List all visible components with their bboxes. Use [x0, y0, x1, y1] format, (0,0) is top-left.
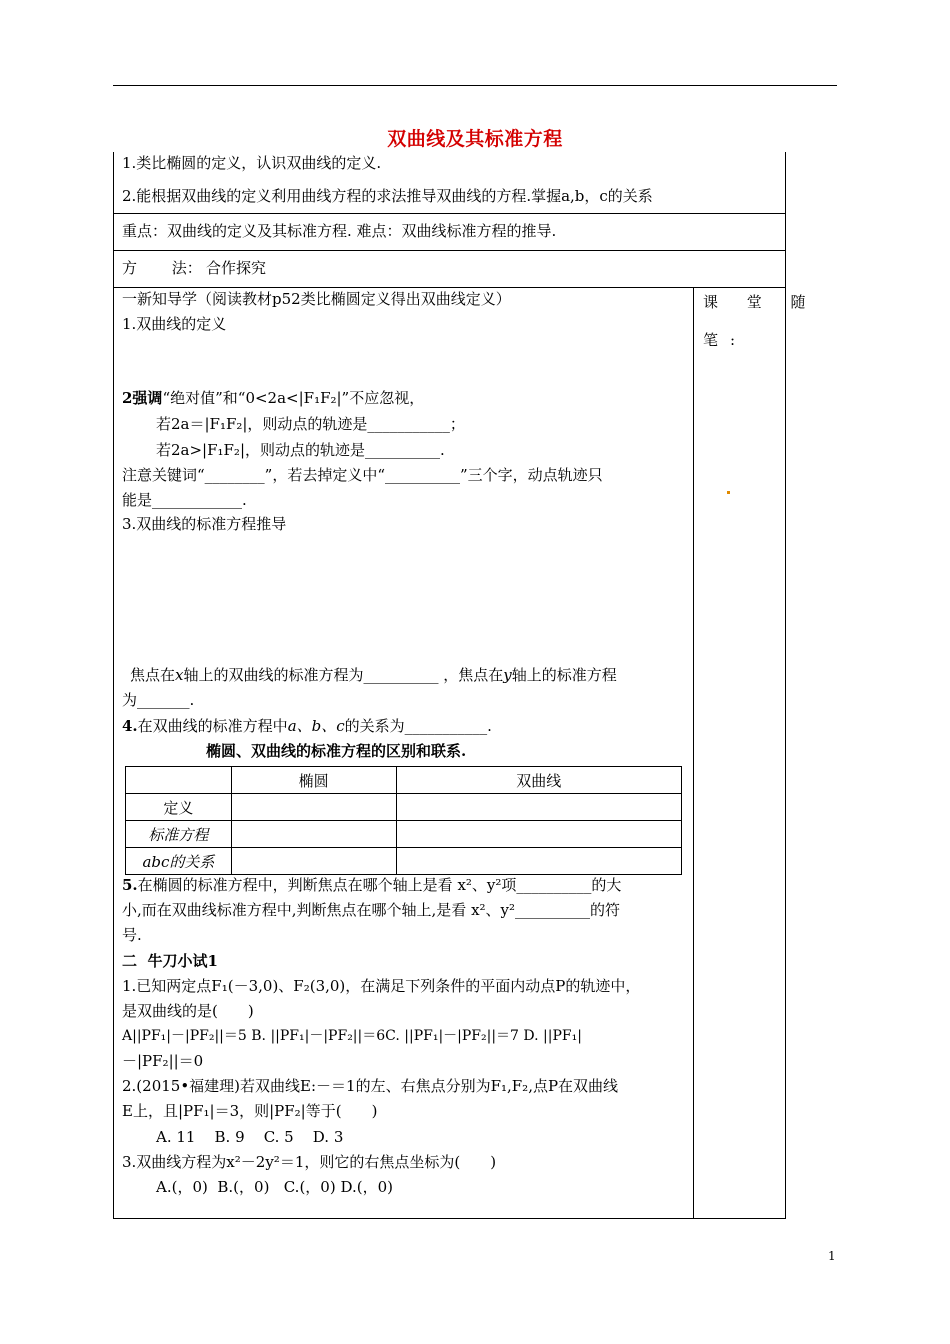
focus-line-1: 焦点在x轴上的双曲线的标准方程为__________ ，焦点在y轴上的标准方程: [130, 666, 617, 684]
question-2-line-1: 2.(2015•福建理)若双曲线E:－＝1的左、右焦点分别为F₁,F₂,点P在双曲线: [122, 1077, 619, 1095]
table-row-label: 标准方程: [126, 821, 232, 848]
item-1: 1.双曲线的定义: [122, 315, 227, 333]
table-row: [126, 821, 682, 848]
method-label: 方 法：: [122, 259, 202, 277]
question-1-options: A||PF₁|－|PF₂||＝5 B. ||PF₁|－|PF₂||＝6C. ||PF₁|－|PF₂||＝7 D. ||PF₁|: [122, 1028, 582, 1044]
table-row-label: 定义: [126, 794, 232, 821]
question-3-options: A.(，0) B.(，0) C.(，0) D.(，0): [156, 1178, 393, 1196]
compare-title: 椭圆、双曲线的标准方程的区别和联系.: [206, 742, 467, 760]
row-divider-1: [113, 213, 785, 214]
item-5-line-1: 5.在椭圆的标准方程中，判断焦点在哪个轴上是看 x²、y²项__________的大: [122, 876, 622, 894]
row-divider-3: [113, 287, 785, 288]
item-2: [122, 388, 424, 408]
item-5-line-2: 小,而在双曲线标准方程中,判断焦点在哪个轴上,是看 x²、y²__________的符: [122, 901, 621, 919]
page-title: 双曲线及其标准方程: [387, 128, 563, 150]
item-4: 4.在双曲线的标准方程中a、b、c的关系为___________.: [122, 717, 492, 735]
note-line-2: 能是____________.: [122, 491, 247, 509]
item-3: 3.双曲线的标准方程推导: [122, 515, 287, 533]
item-2-text: “绝对值”和“0<2a<|F₁F₂|”不应忽视，: [162, 389, 425, 407]
section2-heading: 二 牛刀小试1: [122, 952, 218, 970]
notes-label-1: 课 堂 随: [703, 293, 818, 311]
table-header-cell: [126, 767, 232, 794]
table-cell: [231, 821, 396, 848]
objective-1: 1.类比椭圆的定义，认识双曲线的定义.: [122, 154, 382, 172]
note-line-1: 注意关键词“________”，若去掉定义中“__________”三个字，动点轨迹只: [122, 466, 603, 484]
table-header-cell: 双曲线: [396, 767, 681, 794]
section1-heading: 一新知导学（阅读教材p52类比椭圆定义得出双曲线定义）: [122, 290, 511, 308]
table-row-label: abc的关系: [126, 848, 232, 875]
table-row: [126, 794, 682, 821]
table-cell: [231, 848, 396, 875]
header-rule: [113, 85, 837, 86]
mark-dot: [727, 491, 730, 494]
worksheet-frame: [113, 152, 818, 1219]
question-1-line-1: 1.已知两定点F₁(－3,0)、F₂(3,0)，在满足下列条件的平面内动点P的轨迹中，: [122, 977, 641, 995]
question-1-line-2: 是双曲线的是( ): [122, 1002, 254, 1020]
question-2-line-2: E上，且|PF₁|＝3，则|PF₂|等于( ): [122, 1102, 378, 1120]
question-1-line-4: －|PF₂||＝0: [122, 1052, 204, 1070]
table-header-cell: 椭圆: [231, 767, 396, 794]
table-row: [126, 848, 682, 875]
table-cell: [396, 794, 681, 821]
focus-line-2: 为_______.: [122, 691, 195, 709]
item-2-lead: 2强调: [122, 389, 163, 407]
table-cell: [396, 821, 681, 848]
table-header-row: [126, 767, 682, 794]
key-points: 重点：双曲线的定义及其标准方程. 难点：双曲线标准方程的推导.: [122, 222, 557, 240]
item-2b: 若2a>|F₁F₂|，则动点的轨迹是__________.: [156, 441, 445, 459]
question-2-options: A. 11 B. 9 C. 5 D. 3: [156, 1128, 344, 1146]
item-5-line-3: 号.: [122, 926, 142, 944]
table-cell: [396, 848, 681, 875]
comparison-table: [125, 766, 682, 875]
table-cell: [231, 794, 396, 821]
page-number: 1: [828, 1249, 836, 1263]
notes-column-divider: [693, 287, 694, 1218]
row-divider-2: [113, 250, 785, 251]
item-2a: 若2a＝|F₁F₂|，则动点的轨迹是___________；: [156, 415, 465, 433]
notes-label-2: 笔:: [703, 331, 748, 349]
objective-2: 2.能根据双曲线的定义利用曲线方程的求法推导双曲线的方程.掌握a,b，c的关系: [122, 187, 653, 205]
method-value: 合作探究: [206, 259, 267, 277]
question-3-line-1: 3.双曲线方程为x²－2y²＝1，则它的右焦点坐标为( ): [122, 1153, 497, 1171]
